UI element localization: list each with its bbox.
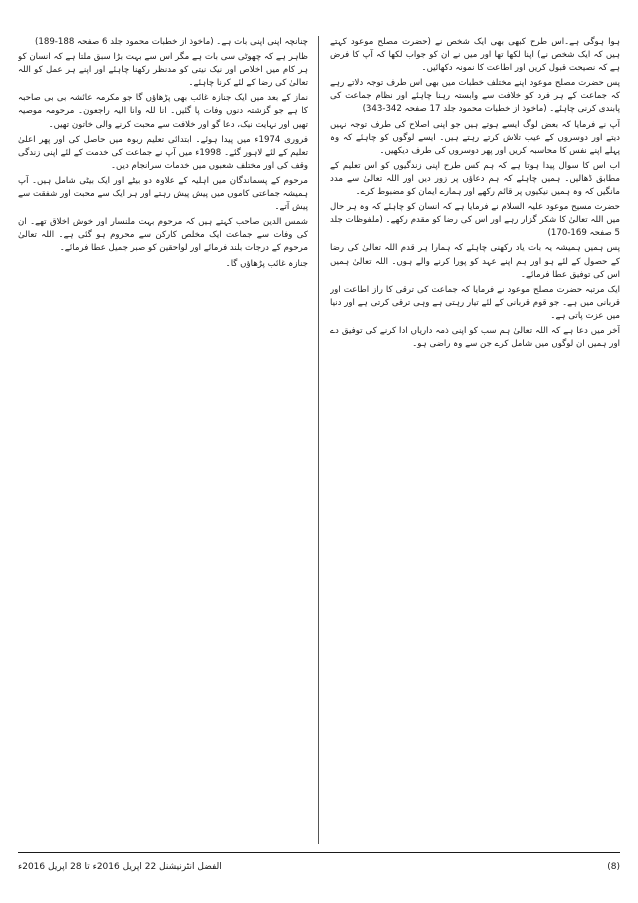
publication-issue: الفضل انٹرنیشنل 22 اپریل 2016ء تا 28 اپریل 2016ء: [18, 862, 222, 872]
paragraph: ظاہر ہے کہ چھوٹی سی بات ہے مگر اس سے بہت بڑا سبق ملتا ہے کہ انسان کو ہر کام میں اخلاص اور نیک نیتی کو مدنظر رکھنا چاہئے اور اپنے ہر عمل کو اللہ تعالیٰ کی رضا کے لئے کرنا چاہئے۔: [18, 52, 308, 89]
paragraph: ایک مرتبہ حضرت مصلح موعود نے فرمایا کہ جماعت کی ترقی کا راز اطاعت اور قربانی میں ہے۔ جو قوم قربانی کے لئے تیار رہتی ہے وہی ترقی کرتی ہے اور دنیا میں عزت پاتی ہے۔: [330, 284, 620, 321]
paragraph: پس ہمیں ہمیشہ یہ بات یاد رکھنی چاہئے کہ ہمارا ہر قدم اللہ تعالیٰ کی رضا کے حصول کے لئے ہو اور ہم اپنے عہد کو پورا کرنے والے ہوں۔ اللہ تعالیٰ ہمیں اس کی توفیق عطا فرمائے۔: [330, 243, 620, 280]
paragraph: نماز کے بعد میں ایک جنازہ غائب بھی پڑھاؤں گا جو مکرمہ عائشہ بی بی صاحبہ کا ہے جو گزشتہ دنوں وفات پا گئیں۔ انا للہ وانا الیہ راجعون۔ مرحومہ موصیہ تھیں اور نہایت نیک، دعا گو اور خلافت سے محبت کرنے والی خاتون تھیں۔: [18, 93, 308, 130]
paragraph: ہوا ہوگی ہے۔اس طرح کبھی بھی ایک شخص نے (حضرت مصلح موعود کہتے ہیں کہ ایک شخص نے) اپنا لکھا تھا اور میں نے ان کو جواب لکھا کہ آپ کا فرض ہے کہ نصیحت قبول کریں اور اطاعت کا نمونہ دکھائیں۔: [330, 37, 620, 74]
paragraph: حضرت مسیح موعود علیہ السلام نے فرمایا ہے کہ انسان کو چاہئے کہ وہ ہر حال میں اللہ تعالیٰ کا شکر گزار رہے اور اس کی رضا کو مقدم رکھے۔ (ملفوظات جلد 5 صفحہ 169-170): [330, 202, 620, 239]
page-number: (8): [607, 862, 620, 872]
page-footer: [18, 860, 620, 874]
paragraph: آخر میں دعا ہے کہ اللہ تعالیٰ ہم سب کو اپنی ذمہ داریاں ادا کرنے کی توفیق دے اور ہمیں ان لوگوں میں شامل کرے جن سے وہ راضی ہو۔: [330, 325, 620, 350]
paragraph: فروری 1974ء میں پیدا ہوئے۔ ابتدائی تعلیم ربوہ میں حاصل کی اور پھر اعلیٰ تعلیم کے لئے لاہور گئے۔ 1998ء میں آپ نے جماعت کی خدمت کے لئے اپنی زندگی وقف کی اور مختلف شعبوں میں خدمات سرانجام دیں۔: [18, 134, 308, 171]
citation-line: چنانچہ اپنی اپنی بات ہے۔ (ماخوذ از خطبات محمود جلد 6 صفحہ 188-189): [35, 37, 308, 47]
left-column: [18, 36, 308, 844]
paragraph: شمس الدین صاحب کہتے ہیں کہ مرحوم بہت ملنسار اور خوش اخلاق تھے۔ ان کی وفات سے جماعت ایک مخلص کارکن سے محروم ہو گئی ہے۔ اللہ تعالیٰ مرحوم کے درجات بلند فرمائے اور لواحقین کو صبر جمیل عطا فرمائے۔: [18, 217, 308, 254]
column-divider: [318, 36, 319, 844]
closing-line: جنازہ غائب پڑھاؤں گا۔: [225, 258, 308, 269]
paragraph: پس حضرت مصلح موعود اپنے مختلف خطبات میں بھی اس طرف توجہ دلاتے رہے کہ جماعت کے ہر فرد کو خلافت سے وابستہ رہنا چاہئے اور نظام جماعت کی پابندی کرنی چاہئے۔ (ماخوذ از خطبات محمود جلد 17 صفحہ 342-343): [330, 78, 620, 115]
paragraph: مرحوم کے پسماندگان میں اہلیہ کے علاوہ دو بیٹے اور ایک بیٹی شامل ہیں۔ آپ ہمیشہ جماعتی کاموں میں پیش پیش رہتے اور ہر ایک سے محبت اور شفقت سے پیش آتے۔: [18, 175, 308, 213]
right-column: [330, 36, 620, 844]
paragraph: اب اس کا سوال پیدا ہوتا ہے کہ ہم کس طرح اپنی زندگیوں کو اس تعلیم کے مطابق ڈھالیں۔ ہمیں چاہئے کہ ہم دعاؤں پر زور دیں اور اللہ تعالیٰ سے مدد مانگیں کہ وہ ہمیں نیکیوں پر قائم رکھے اور ہمارے ایمان کو مضبوط کرے۔: [330, 160, 620, 198]
footer-divider: [18, 852, 620, 853]
newspaper-page: [18, 36, 620, 844]
paragraph: آپ نے فرمایا کہ بعض لوگ ایسے ہوتے ہیں جو اپنی اصلاح کی طرف توجہ نہیں دیتے اور دوسروں کے عیب تلاش کرتے رہتے ہیں۔ ایسے لوگوں کو چاہئے کہ وہ پہلے اپنے نفس کا محاسبہ کریں اور پھر دوسروں کی طرف دیکھیں۔: [330, 119, 620, 156]
